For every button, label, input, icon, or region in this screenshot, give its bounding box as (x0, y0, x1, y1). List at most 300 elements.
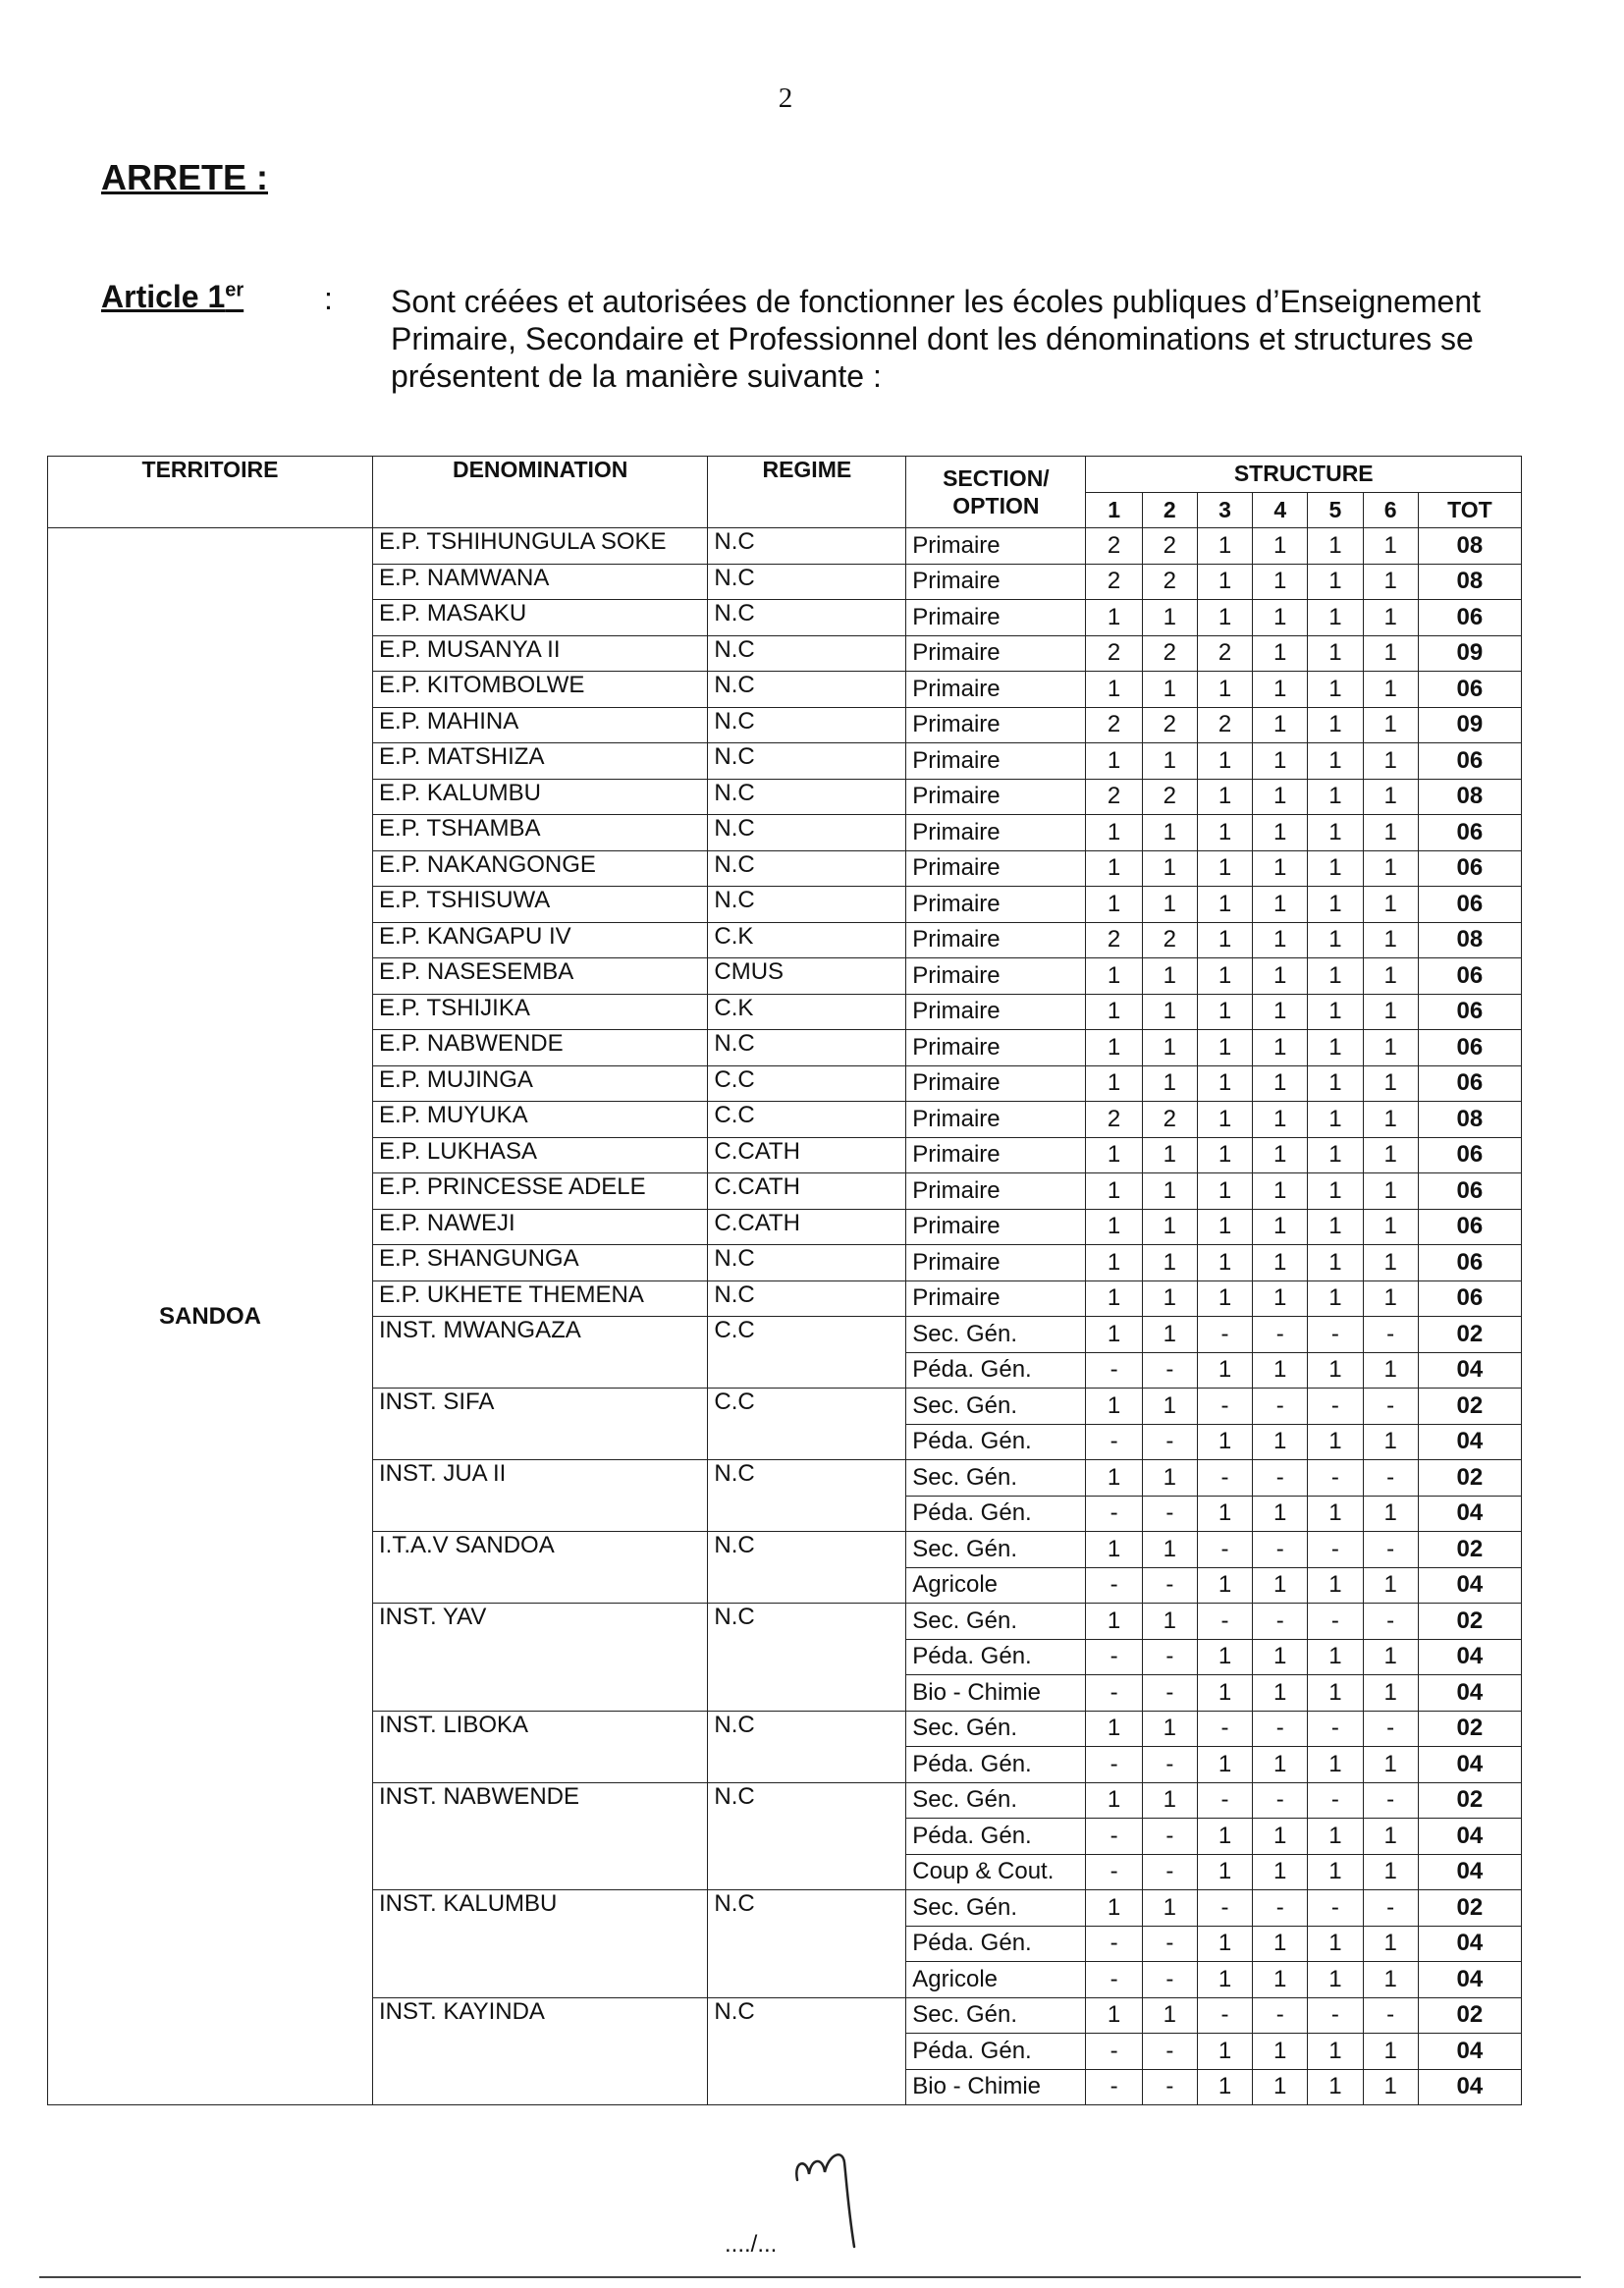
structure-cell-6: 1 (1363, 1424, 1418, 1460)
structure-cell-6: 1 (1363, 528, 1418, 565)
structure-cell-2: - (1142, 2069, 1197, 2105)
school-name-cell: E.P. MAHINA (372, 707, 707, 743)
school-name-cell: E.P. TSHIHUNGULA SOKE (372, 528, 707, 565)
structure-cell-2: - (1142, 1675, 1197, 1712)
structure-cell-1: - (1086, 1747, 1142, 1783)
structure-cell-6: - (1363, 1890, 1418, 1927)
structure-cell-2: 1 (1142, 994, 1197, 1030)
section-option-cell: Péda. Gén. (906, 1639, 1086, 1675)
section-option-cell: Péda. Gén. (906, 1424, 1086, 1460)
regime-cell: N.C (708, 635, 906, 672)
structure-cell-5: 1 (1308, 1280, 1363, 1317)
structure-cell-4: 1 (1253, 1496, 1308, 1532)
regime-cell: N.C (708, 1245, 906, 1281)
total-cell: 02 (1418, 1317, 1521, 1353)
structure-cell-5: - (1308, 1532, 1363, 1568)
structure-cell-5: - (1308, 1997, 1363, 2034)
structure-cell-3: 1 (1197, 564, 1252, 600)
structure-cell-6: 1 (1363, 1065, 1418, 1102)
structure-cell-3: 1 (1197, 1245, 1252, 1281)
regime-cell: C.C (708, 1065, 906, 1102)
school-name-cell: E.P. NASESEMBA (372, 958, 707, 995)
structure-cell-5: 1 (1308, 1065, 1363, 1102)
total-cell: 04 (1418, 1567, 1521, 1604)
total-cell: 04 (1418, 1639, 1521, 1675)
section-option-cell: Primaire (906, 887, 1086, 923)
section-option-cell: Coup & Cout. (906, 1854, 1086, 1890)
structure-cell-1: - (1086, 1926, 1142, 1962)
structure-cell-6: 1 (1363, 743, 1418, 780)
school-name-cell: E.P. PRINCESSE ADELE (372, 1173, 707, 1210)
structure-cell-2: 2 (1142, 922, 1197, 958)
structure-cell-3: 1 (1197, 1352, 1252, 1389)
structure-cell-2: 1 (1142, 1460, 1197, 1497)
structure-cell-2: 2 (1142, 564, 1197, 600)
section-option-cell: Péda. Gén. (906, 1819, 1086, 1855)
structure-cell-5: - (1308, 1711, 1363, 1747)
regime-cell: C.C (708, 1102, 906, 1138)
structure-cell-2: - (1142, 1567, 1197, 1604)
section-option-cell: Péda. Gén. (906, 1496, 1086, 1532)
structure-cell-4: - (1253, 1890, 1308, 1927)
article-label-text: Article 1 (101, 279, 226, 314)
regime-cell: N.C (708, 1711, 906, 1782)
structure-cell-2: 1 (1142, 1030, 1197, 1066)
regime-cell: N.C (708, 1460, 906, 1532)
structure-cell-1: 2 (1086, 528, 1142, 565)
structure-cell-2: 1 (1142, 850, 1197, 887)
school-name-cell: E.P. NABWENDE (372, 1030, 707, 1066)
structure-cell-5: 1 (1308, 1639, 1363, 1675)
section-option-cell: Sec. Gén. (906, 1711, 1086, 1747)
structure-cell-2: 1 (1142, 815, 1197, 851)
structure-cell-2: 1 (1142, 1532, 1197, 1568)
structure-cell-1: 1 (1086, 1137, 1142, 1173)
structure-cell-1: 1 (1086, 850, 1142, 887)
signature-mark (785, 2141, 893, 2259)
article-colon: : (324, 281, 333, 316)
structure-cell-2: 1 (1142, 1137, 1197, 1173)
total-cell: 04 (1418, 2069, 1521, 2105)
structure-cell-6: 1 (1363, 1962, 1418, 1998)
structure-cell-2: 1 (1142, 887, 1197, 923)
structure-cell-6: 1 (1363, 1639, 1418, 1675)
structure-cell-3: 1 (1197, 600, 1252, 636)
structure-cell-1: - (1086, 1854, 1142, 1890)
structure-cell-1: 2 (1086, 779, 1142, 815)
structure-cell-1: 1 (1086, 1209, 1142, 1245)
structure-cell-5: 1 (1308, 887, 1363, 923)
regime-cell: C.CATH (708, 1137, 906, 1173)
header-section-option: SECTION/ OPTION (906, 457, 1086, 528)
structure-cell-2: - (1142, 1424, 1197, 1460)
structure-cell-4: - (1253, 1389, 1308, 1425)
regime-cell: N.C (708, 600, 906, 636)
section-option-cell: Sec. Gén. (906, 1890, 1086, 1927)
structure-cell-1: 1 (1086, 1997, 1142, 2034)
article-text: Sont créées et autorisées de fonctionner les écoles publiques d’Enseignement Primaire, Secondaire et Professionnel dont les dénominations et structures se présentent de la manière suivante : (391, 284, 1482, 394)
total-cell: 04 (1418, 1424, 1521, 1460)
total-cell: 06 (1418, 815, 1521, 851)
header-territoire: TERRITOIRE (48, 457, 373, 528)
school-name-cell: E.P. TSHISUWA (372, 887, 707, 923)
structure-cell-4: 1 (1253, 707, 1308, 743)
section-option-cell: Sec. Gén. (906, 1997, 1086, 2034)
structure-cell-2: 1 (1142, 743, 1197, 780)
structure-cell-3: 1 (1197, 1675, 1252, 1712)
school-name-cell: E.P. SHANGUNGA (372, 1245, 707, 1281)
structure-cell-3: 1 (1197, 743, 1252, 780)
structure-cell-3: 1 (1197, 1926, 1252, 1962)
structure-cell-5: 1 (1308, 1424, 1363, 1460)
structure-cell-1: 1 (1086, 1711, 1142, 1747)
section-option-cell: Sec. Gén. (906, 1460, 1086, 1497)
structure-cell-4: - (1253, 1532, 1308, 1568)
structure-cell-4: - (1253, 1604, 1308, 1640)
structure-cell-1: 1 (1086, 1890, 1142, 1927)
school-name-cell: E.P. NAMWANA (372, 564, 707, 600)
structure-cell-2: - (1142, 1496, 1197, 1532)
structure-cell-3: 1 (1197, 1065, 1252, 1102)
structure-cell-6: 1 (1363, 850, 1418, 887)
structure-cell-1: 2 (1086, 922, 1142, 958)
total-cell: 08 (1418, 779, 1521, 815)
structure-cell-4: 1 (1253, 994, 1308, 1030)
structure-cell-4: 1 (1253, 2069, 1308, 2105)
bottom-border-line (39, 2276, 1581, 2278)
total-cell: 08 (1418, 1102, 1521, 1138)
structure-cell-6: 1 (1363, 958, 1418, 995)
section-option-cell: Agricole (906, 1962, 1086, 1998)
regime-cell: N.C (708, 850, 906, 887)
school-name-cell: E.P. MUYUKA (372, 1102, 707, 1138)
structure-cell-6: 1 (1363, 1567, 1418, 1604)
total-cell: 08 (1418, 528, 1521, 565)
section-option-cell: Primaire (906, 1245, 1086, 1281)
structure-cell-5: 1 (1308, 635, 1363, 672)
regime-cell: N.C (708, 779, 906, 815)
header-col-3: 3 (1197, 492, 1252, 528)
regime-cell: N.C (708, 1782, 906, 1890)
structure-cell-1: 2 (1086, 635, 1142, 672)
structure-cell-3: - (1197, 1317, 1252, 1353)
structure-cell-1: 2 (1086, 707, 1142, 743)
structure-cell-4: - (1253, 1460, 1308, 1497)
structure-cell-2: 1 (1142, 672, 1197, 708)
regime-cell: N.C (708, 672, 906, 708)
structure-cell-6: - (1363, 1997, 1418, 2034)
total-cell: 02 (1418, 1997, 1521, 2034)
structure-cell-2: 2 (1142, 528, 1197, 565)
structure-cell-4: 1 (1253, 600, 1308, 636)
structure-cell-2: 2 (1142, 779, 1197, 815)
structure-cell-3: - (1197, 1460, 1252, 1497)
total-cell: 02 (1418, 1782, 1521, 1819)
structure-cell-4: 1 (1253, 1137, 1308, 1173)
structure-cell-5: - (1308, 1604, 1363, 1640)
section-option-cell: Primaire (906, 815, 1086, 851)
total-cell: 06 (1418, 1245, 1521, 1281)
section-option-cell: Primaire (906, 1280, 1086, 1317)
page-number: 2 (778, 82, 793, 114)
structure-cell-3: - (1197, 1711, 1252, 1747)
structure-cell-6: 1 (1363, 1819, 1418, 1855)
header-col-5: 5 (1308, 492, 1363, 528)
structure-cell-5: - (1308, 1460, 1363, 1497)
structure-cell-5: 1 (1308, 564, 1363, 600)
structure-cell-2: 1 (1142, 1245, 1197, 1281)
structure-cell-3: 1 (1197, 672, 1252, 708)
structure-cell-5: - (1308, 1890, 1363, 1927)
school-name-cell: E.P. MASAKU (372, 600, 707, 636)
total-cell: 06 (1418, 1065, 1521, 1102)
school-name-cell: INST. SIFA (372, 1389, 707, 1460)
section-option-cell: Bio - Chimie (906, 2069, 1086, 2105)
structure-cell-6: 1 (1363, 1030, 1418, 1066)
total-cell: 04 (1418, 1819, 1521, 1855)
total-cell: 08 (1418, 922, 1521, 958)
total-cell: 04 (1418, 1675, 1521, 1712)
section-option-cell: Primaire (906, 958, 1086, 995)
structure-cell-3: 1 (1197, 958, 1252, 995)
structure-cell-3: 1 (1197, 1854, 1252, 1890)
structure-cell-1: 1 (1086, 1532, 1142, 1568)
structure-cell-1: 1 (1086, 1280, 1142, 1317)
structure-cell-4: 1 (1253, 1639, 1308, 1675)
structure-cell-5: 1 (1308, 1173, 1363, 1210)
structure-cell-3: 1 (1197, 1173, 1252, 1210)
header-col-6: 6 (1363, 492, 1418, 528)
header-col-tot: TOT (1418, 492, 1521, 528)
regime-cell: C.K (708, 922, 906, 958)
total-cell: 09 (1418, 635, 1521, 672)
total-cell: 06 (1418, 1173, 1521, 1210)
structure-cell-5: 1 (1308, 1854, 1363, 1890)
structure-cell-3: - (1197, 1604, 1252, 1640)
structure-cell-2: 1 (1142, 1173, 1197, 1210)
structure-cell-1: 1 (1086, 1460, 1142, 1497)
structure-cell-2: - (1142, 2034, 1197, 2070)
structure-cell-3: 1 (1197, 887, 1252, 923)
structure-cell-2: 1 (1142, 1065, 1197, 1102)
total-cell: 02 (1418, 1460, 1521, 1497)
structure-cell-1: - (1086, 1424, 1142, 1460)
total-cell: 06 (1418, 850, 1521, 887)
school-name-cell: INST. MWANGAZA (372, 1317, 707, 1389)
structure-cell-5: 1 (1308, 600, 1363, 636)
section-option-cell: Primaire (906, 564, 1086, 600)
structure-cell-2: 1 (1142, 1997, 1197, 2034)
school-name-cell: E.P. KITOMBOLWE (372, 672, 707, 708)
header-denomination: DENOMINATION (372, 457, 707, 528)
structure-cell-5: 1 (1308, 1209, 1363, 1245)
structure-cell-6: 1 (1363, 887, 1418, 923)
total-cell: 04 (1418, 1496, 1521, 1532)
structure-cell-4: 1 (1253, 1065, 1308, 1102)
structure-cell-5: 1 (1308, 1962, 1363, 1998)
structure-cell-5: 1 (1308, 850, 1363, 887)
structure-cell-2: 2 (1142, 1102, 1197, 1138)
header-structure: STRUCTURE (1086, 457, 1522, 493)
structure-cell-4: 1 (1253, 1675, 1308, 1712)
header-col-2: 2 (1142, 492, 1197, 528)
structure-cell-4: 1 (1253, 815, 1308, 851)
structure-cell-1: - (1086, 1567, 1142, 1604)
structure-cell-2: 1 (1142, 1711, 1197, 1747)
school-name-cell: INST. KAYINDA (372, 1997, 707, 2105)
regime-cell: N.C (708, 1604, 906, 1712)
structure-cell-3: - (1197, 1997, 1252, 2034)
schools-table (47, 456, 1522, 2105)
structure-cell-4: 1 (1253, 743, 1308, 780)
school-name-cell: I.T.A.V SANDOA (372, 1532, 707, 1604)
total-cell: 06 (1418, 600, 1521, 636)
section-option-cell: Péda. Gén. (906, 1352, 1086, 1389)
structure-cell-3: 1 (1197, 1639, 1252, 1675)
total-cell: 04 (1418, 1926, 1521, 1962)
total-cell: 06 (1418, 1030, 1521, 1066)
school-name-cell: E.P. NAWEJI (372, 1209, 707, 1245)
section-option-cell: Primaire (906, 1065, 1086, 1102)
regime-cell: C.C (708, 1389, 906, 1460)
article-label-superscript: er (225, 279, 244, 301)
section-option-cell: Primaire (906, 600, 1086, 636)
structure-cell-2: - (1142, 1819, 1197, 1855)
section-option-cell: Primaire (906, 1173, 1086, 1210)
structure-cell-4: 1 (1253, 1209, 1308, 1245)
structure-cell-5: 1 (1308, 1245, 1363, 1281)
regime-cell: C.CATH (708, 1209, 906, 1245)
total-cell: 02 (1418, 1604, 1521, 1640)
structure-cell-2: 1 (1142, 1782, 1197, 1819)
structure-cell-1: 1 (1086, 958, 1142, 995)
structure-cell-2: - (1142, 1854, 1197, 1890)
structure-cell-2: 1 (1142, 600, 1197, 636)
structure-cell-4: 1 (1253, 1567, 1308, 1604)
structure-cell-3: 1 (1197, 1747, 1252, 1783)
structure-cell-1: 1 (1086, 1604, 1142, 1640)
section-option-cell: Primaire (906, 1030, 1086, 1066)
section-option-cell: Sec. Gén. (906, 1782, 1086, 1819)
structure-cell-3: 1 (1197, 815, 1252, 851)
structure-cell-1: 1 (1086, 600, 1142, 636)
structure-cell-2: 1 (1142, 1209, 1197, 1245)
regime-cell: N.C (708, 1997, 906, 2105)
structure-cell-5: 1 (1308, 2069, 1363, 2105)
structure-cell-4: 1 (1253, 850, 1308, 887)
section-option-cell: Primaire (906, 635, 1086, 672)
regime-cell: N.C (708, 564, 906, 600)
structure-cell-2: 2 (1142, 707, 1197, 743)
regime-cell: C.C (708, 1317, 906, 1389)
regime-cell: N.C (708, 887, 906, 923)
structure-cell-3: - (1197, 1890, 1252, 1927)
header-regime: REGIME (708, 457, 906, 528)
structure-cell-1: 1 (1086, 672, 1142, 708)
structure-cell-6: 1 (1363, 672, 1418, 708)
structure-cell-5: 1 (1308, 922, 1363, 958)
structure-cell-5: 1 (1308, 1137, 1363, 1173)
structure-cell-1: 2 (1086, 1102, 1142, 1138)
regime-cell: N.C (708, 1890, 906, 1998)
structure-cell-5: 1 (1308, 958, 1363, 995)
school-name-cell: E.P. UKHETE THEMENA (372, 1280, 707, 1317)
structure-cell-4: 1 (1253, 1962, 1308, 1998)
structure-cell-6: - (1363, 1460, 1418, 1497)
structure-cell-6: 1 (1363, 1854, 1418, 1890)
structure-cell-1: 1 (1086, 887, 1142, 923)
structure-cell-3: 1 (1197, 1819, 1252, 1855)
table-row (48, 528, 1522, 565)
school-name-cell: E.P. MUSANYA II (372, 635, 707, 672)
structure-cell-4: 1 (1253, 672, 1308, 708)
structure-cell-1: 1 (1086, 1173, 1142, 1210)
structure-cell-5: - (1308, 1782, 1363, 1819)
structure-cell-6: 1 (1363, 1245, 1418, 1281)
structure-cell-3: 1 (1197, 1137, 1252, 1173)
structure-cell-6: 1 (1363, 1137, 1418, 1173)
structure-cell-2: 2 (1142, 635, 1197, 672)
section-option-cell: Primaire (906, 1209, 1086, 1245)
structure-cell-3: 1 (1197, 1962, 1252, 1998)
structure-cell-6: 1 (1363, 1173, 1418, 1210)
structure-cell-2: - (1142, 1352, 1197, 1389)
total-cell: 04 (1418, 1854, 1521, 1890)
structure-cell-6: 1 (1363, 564, 1418, 600)
structure-cell-1: 1 (1086, 1245, 1142, 1281)
regime-cell: CMUS (708, 958, 906, 995)
section-option-cell: Péda. Gén. (906, 1747, 1086, 1783)
structure-cell-3: 2 (1197, 707, 1252, 743)
structure-cell-6: 1 (1363, 2034, 1418, 2070)
structure-cell-6: 1 (1363, 1352, 1418, 1389)
structure-cell-6: - (1363, 1389, 1418, 1425)
structure-cell-3: 1 (1197, 1280, 1252, 1317)
section-option-cell: Sec. Gén. (906, 1532, 1086, 1568)
territory-cell: SANDOA (48, 528, 373, 2105)
school-name-cell: E.P. TSHAMBA (372, 815, 707, 851)
structure-cell-3: 1 (1197, 922, 1252, 958)
structure-cell-6: - (1363, 1604, 1418, 1640)
structure-cell-2: 1 (1142, 1389, 1197, 1425)
section-option-cell: Primaire (906, 994, 1086, 1030)
school-name-cell: E.P. KANGAPU IV (372, 922, 707, 958)
structure-cell-4: 1 (1253, 1102, 1308, 1138)
structure-cell-1: - (1086, 1819, 1142, 1855)
structure-cell-4: 1 (1253, 1926, 1308, 1962)
total-cell: 04 (1418, 1352, 1521, 1389)
structure-cell-5: 1 (1308, 672, 1363, 708)
structure-cell-1: 1 (1086, 1782, 1142, 1819)
structure-cell-5: 1 (1308, 528, 1363, 565)
section-option-cell: Primaire (906, 672, 1086, 708)
structure-cell-5: 1 (1308, 1675, 1363, 1712)
structure-cell-5: 1 (1308, 1030, 1363, 1066)
section-option-cell: Primaire (906, 1102, 1086, 1138)
structure-cell-4: 1 (1253, 528, 1308, 565)
structure-cell-6: 1 (1363, 922, 1418, 958)
school-name-cell: INST. JUA II (372, 1460, 707, 1532)
regime-cell: C.CATH (708, 1173, 906, 1210)
structure-cell-4: 1 (1253, 779, 1308, 815)
school-name-cell: INST. KALUMBU (372, 1890, 707, 1998)
structure-cell-5: 1 (1308, 2034, 1363, 2070)
section-option-cell: Péda. Gén. (906, 2034, 1086, 2070)
structure-cell-1: 1 (1086, 743, 1142, 780)
total-cell: 06 (1418, 994, 1521, 1030)
structure-cell-3: 1 (1197, 1567, 1252, 1604)
total-cell: 02 (1418, 1532, 1521, 1568)
